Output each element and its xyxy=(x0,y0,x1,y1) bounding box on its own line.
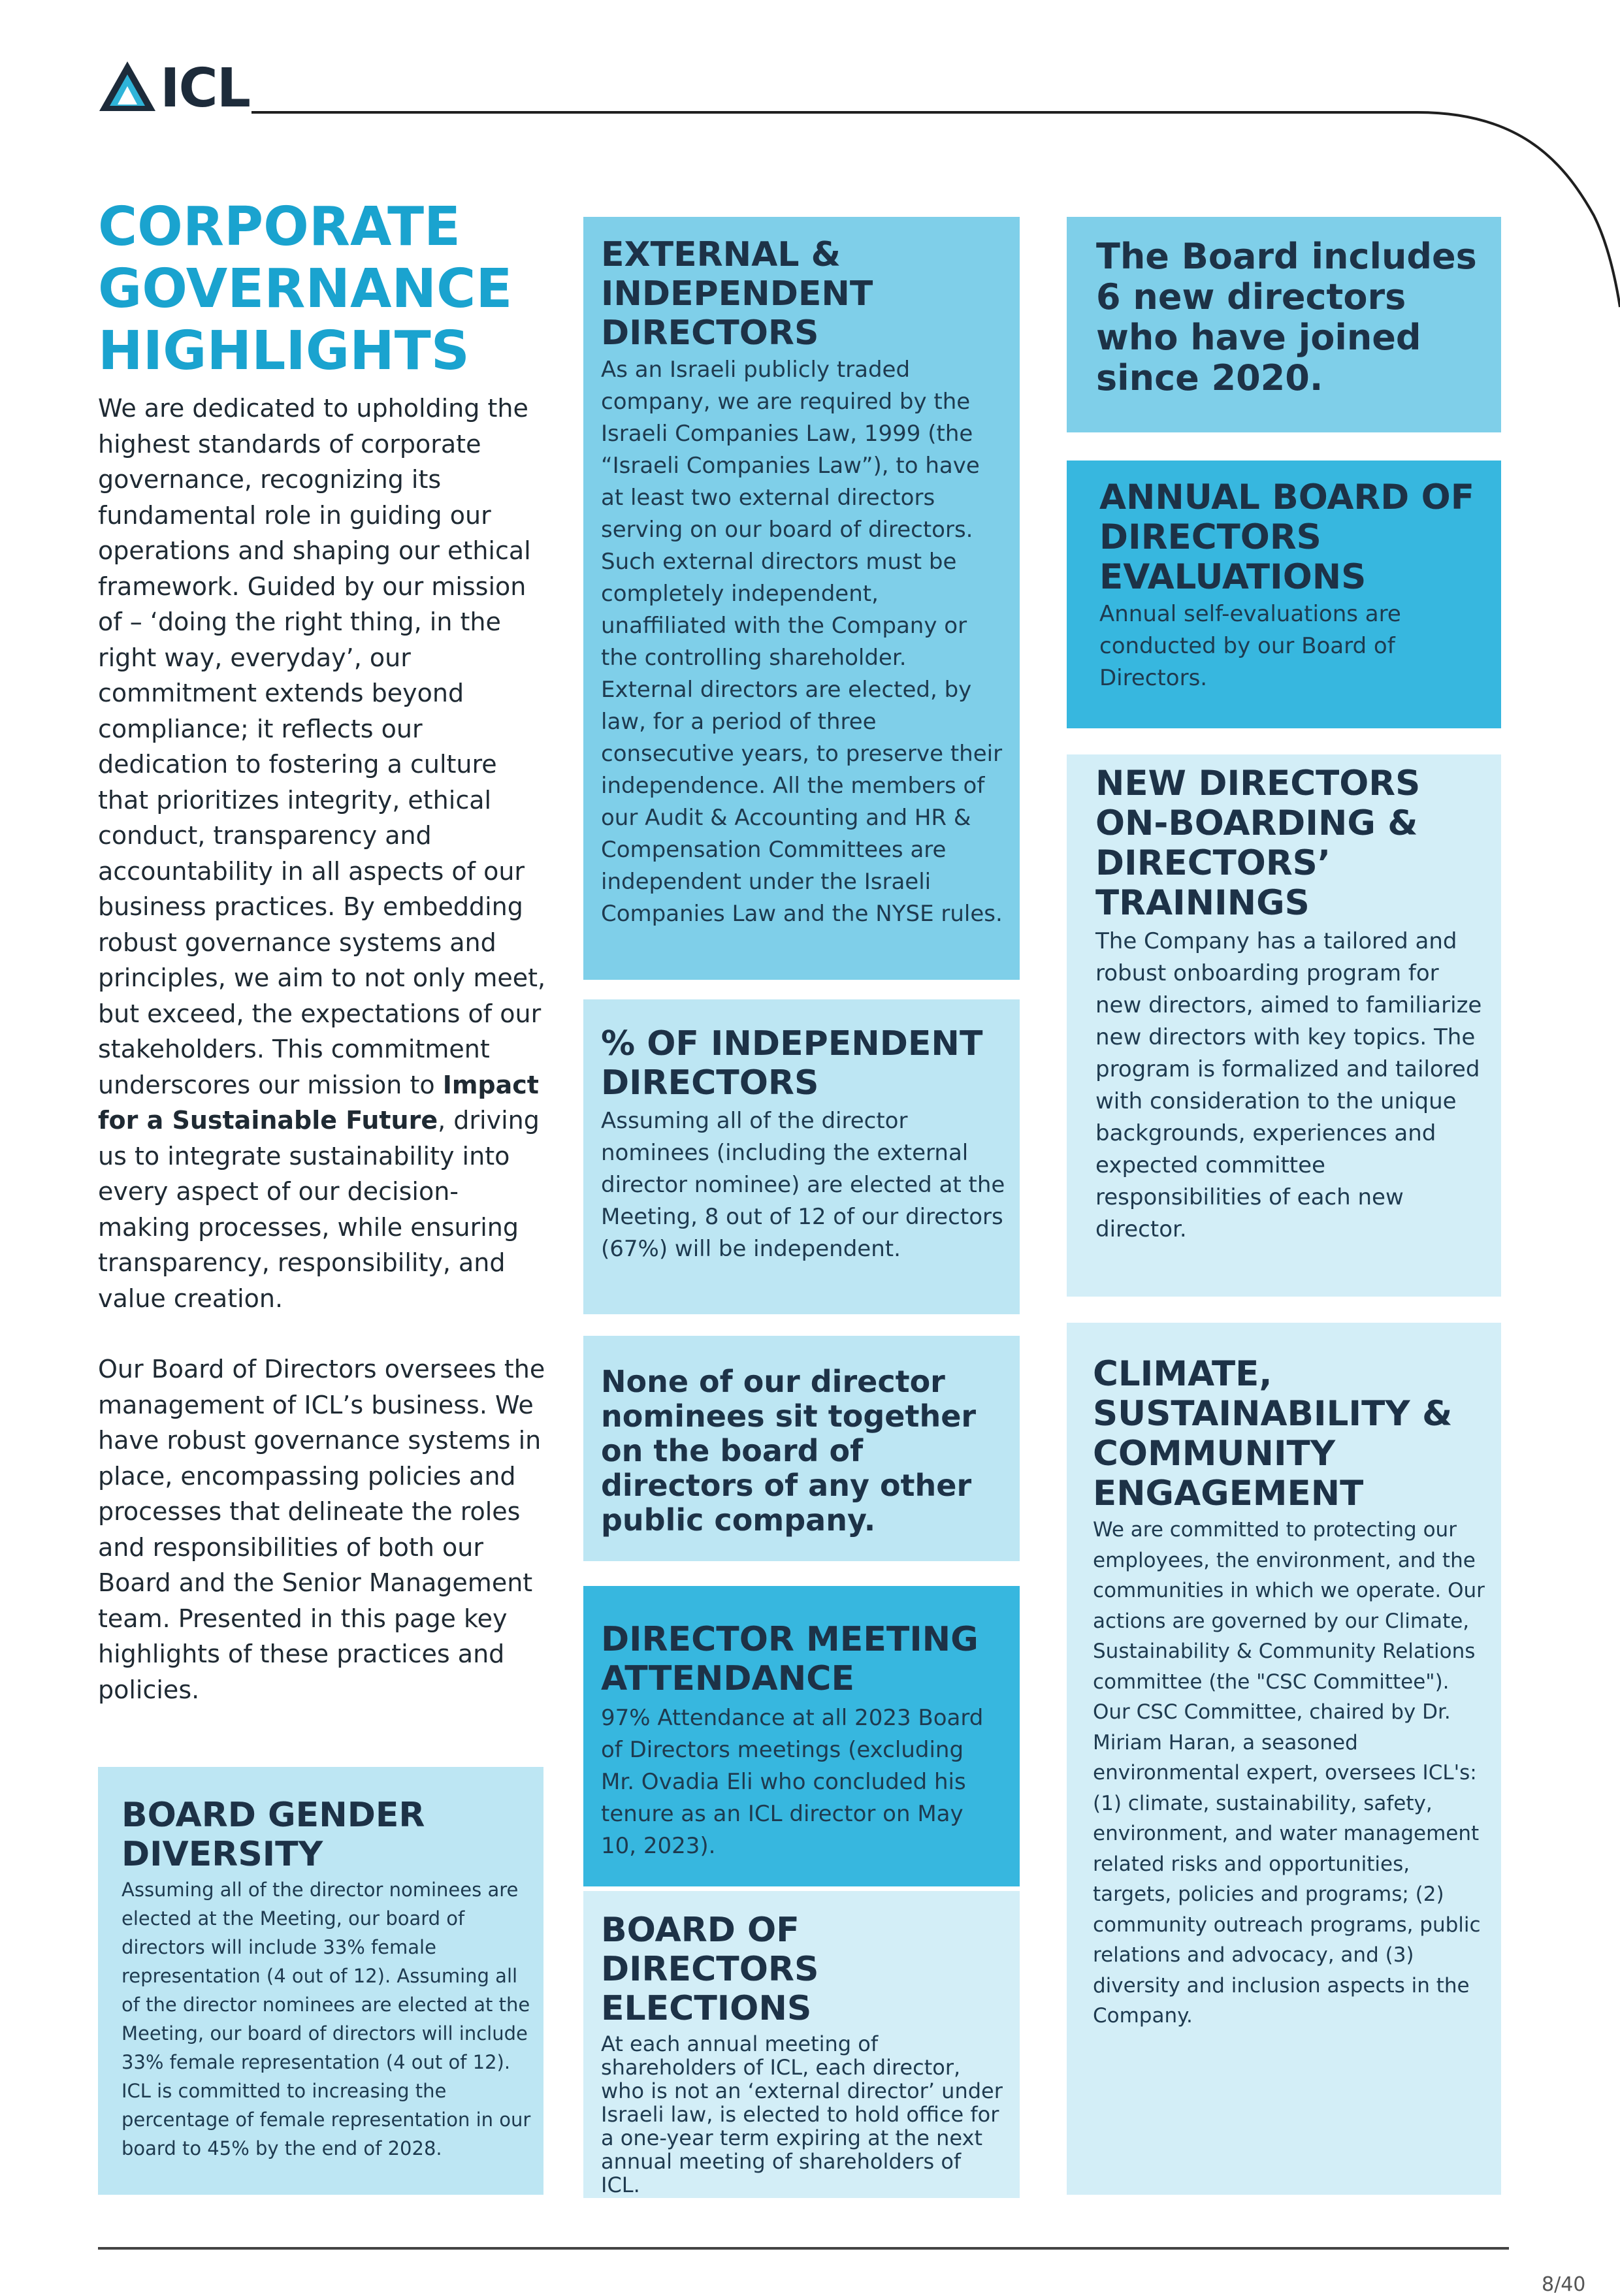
independent-directors-pct-box xyxy=(583,999,1020,1314)
logo-wordmark: ICL xyxy=(160,57,250,120)
intro-paragraph-2: Our Board of Directors oversees the management of ICL’s business. We have robust governance systems in place, encompassing policies and processes that delineate the roles and responsibilities of both our Board and the Senior Management team. Presented in this page key highlights of these practices and policies. xyxy=(98,1355,545,1704)
box-body: Annual self-evaluations are conducted by our Board of Directors. xyxy=(1099,601,1401,691)
external-directors-box xyxy=(583,217,1020,980)
box-body: 97% Attendance at all 2023 Board of Directors meetings (excluding Mr. Ovadia Eli who concluded his tenure as an ICL director on May 10, 2023). xyxy=(601,1705,984,1859)
meeting-attendance-box xyxy=(583,1586,1020,1886)
no-other-boards-box xyxy=(583,1336,1020,1561)
box-statement: None of our director nominees sit together on the board of directors of any other public company. xyxy=(601,1364,977,1538)
page-number: 8/40 xyxy=(1542,2273,1586,2296)
logo-mark-icon xyxy=(98,60,157,112)
intro-text xyxy=(98,391,549,1743)
gender-diversity-box xyxy=(98,1767,543,2195)
icl-logo xyxy=(98,57,250,120)
annual-evaluations-box xyxy=(1067,461,1501,728)
climate-sustainability-box xyxy=(1067,1323,1501,2195)
board-elections-box xyxy=(583,1891,1020,2198)
box-body: Assuming all of the director nominees are elected at the Meeting, our board of directors will include 33% female representation (4 out of 12). Assuming all of the director nominees are elected at the Meeting, our board of directors will include 33% female representation (4 out of 12). ICL is committed to increasing the percentage of female representation in our board to 45% by the end of 2028. xyxy=(122,1879,531,2159)
footer-rule xyxy=(98,2247,1509,2250)
box-title: DIRECTOR MEETING ATTENDANCE xyxy=(601,1620,979,1698)
box-statement: The Board includes 6 new directors who have joined since 2020. xyxy=(1096,236,1477,398)
box-title: % OF INDEPENDENT DIRECTORS xyxy=(601,1024,983,1103)
box-body: We are committed to protecting our employees, the environment, and the communities in which we operate. Our actions are governed by our Climate, Sustainability & Community Relations committee (the "CSC Committee"). Our CSC Committee, chaired by Dr. Miriam Haran, a seasoned environmental expert, oversees ICL's: (1) climate, sustainability, safety, environment, and water management related risks and opportunities, targets, policies and programs; (2) community outreach programs, public relations and advocacy, and (3) diversity and inclusion aspects in the Company. xyxy=(1093,1518,1485,2028)
box-title: EXTERNAL & INDEPENDENT DIRECTORS xyxy=(601,235,873,353)
box-title: BOARD GENDER DIVERSITY xyxy=(122,1796,425,1874)
box-title: NEW DIRECTORS ON-BOARDING & DIRECTORS’ TRAININGS xyxy=(1095,764,1421,923)
onboarding-trainings-box xyxy=(1067,754,1501,1297)
box-body: At each annual meeting of shareholders of ICL, each director, who is not an ‘external director’ under Israeli law, is elected to hold office for a one-year term expiring at the next annual meeting of shareholders of ICL. xyxy=(601,2031,1003,2197)
box-body: The Company has a tailored and robust onboarding program for new directors, aimed to familiarize new directors with key topics. The program is formalized and tailored with consideration to the unique backgrounds, experiences and expected committee responsibilities of each new director. xyxy=(1095,928,1482,1242)
page-title: CORPORATE GOVERNANCE HIGHLIGHTS xyxy=(98,196,513,382)
box-body: As an Israeli publicly traded company, we are required by the Israeli Companies Law, 1999 (the “Israeli Companies Law”), to have at least two external directors serving on our board of directors. Such external directors must be completely independent, unaffiliated with the Company or the controlling shareholder. External directors are elected, by law, for a period of three consecutive years, to preserve their independence. All the members of our Audit & Accounting and HR & Compensation Committees are independent under the Israeli Companies Law and the NYSE rules. xyxy=(601,357,1003,927)
intro-paragraph-1: We are dedicated to upholding the highest standards of corporate governance, recognizing its fundamental role in guiding our operations and shaping our ethical framework. Guided by our mission of – ‘doing the right thing, in the right way, everyday’, our commitment extends beyond compliance; it reflects our dedication to fostering a culture that prioritizes integrity, ethical conduct, transparency and accountability in all aspects of our business practices. By embedding robust governance systems and principles, we aim to not only meet, but exceed, the expectations of our stakeholders. This commitment underscores our mission to Impact for a Sustainable Future, driving us to integrate sustainability into every aspect of our decision-making processes, while ensuring transparency, responsibility, and value creation. xyxy=(98,394,546,1313)
new-directors-stat-box xyxy=(1067,217,1501,432)
box-title: BOARD OF DIRECTORS ELECTIONS xyxy=(601,1911,819,2028)
box-title: CLIMATE, SUSTAINABILITY & COMMUNITY ENGAGEMENT xyxy=(1093,1354,1453,1513)
box-body: Assuming all of the director nominees (including the external director nominee) are elected at the Meeting, 8 out of 12 of our directors (67%) will be independent. xyxy=(601,1108,1005,1262)
box-title: ANNUAL BOARD OF DIRECTORS EVALUATIONS xyxy=(1099,477,1474,597)
